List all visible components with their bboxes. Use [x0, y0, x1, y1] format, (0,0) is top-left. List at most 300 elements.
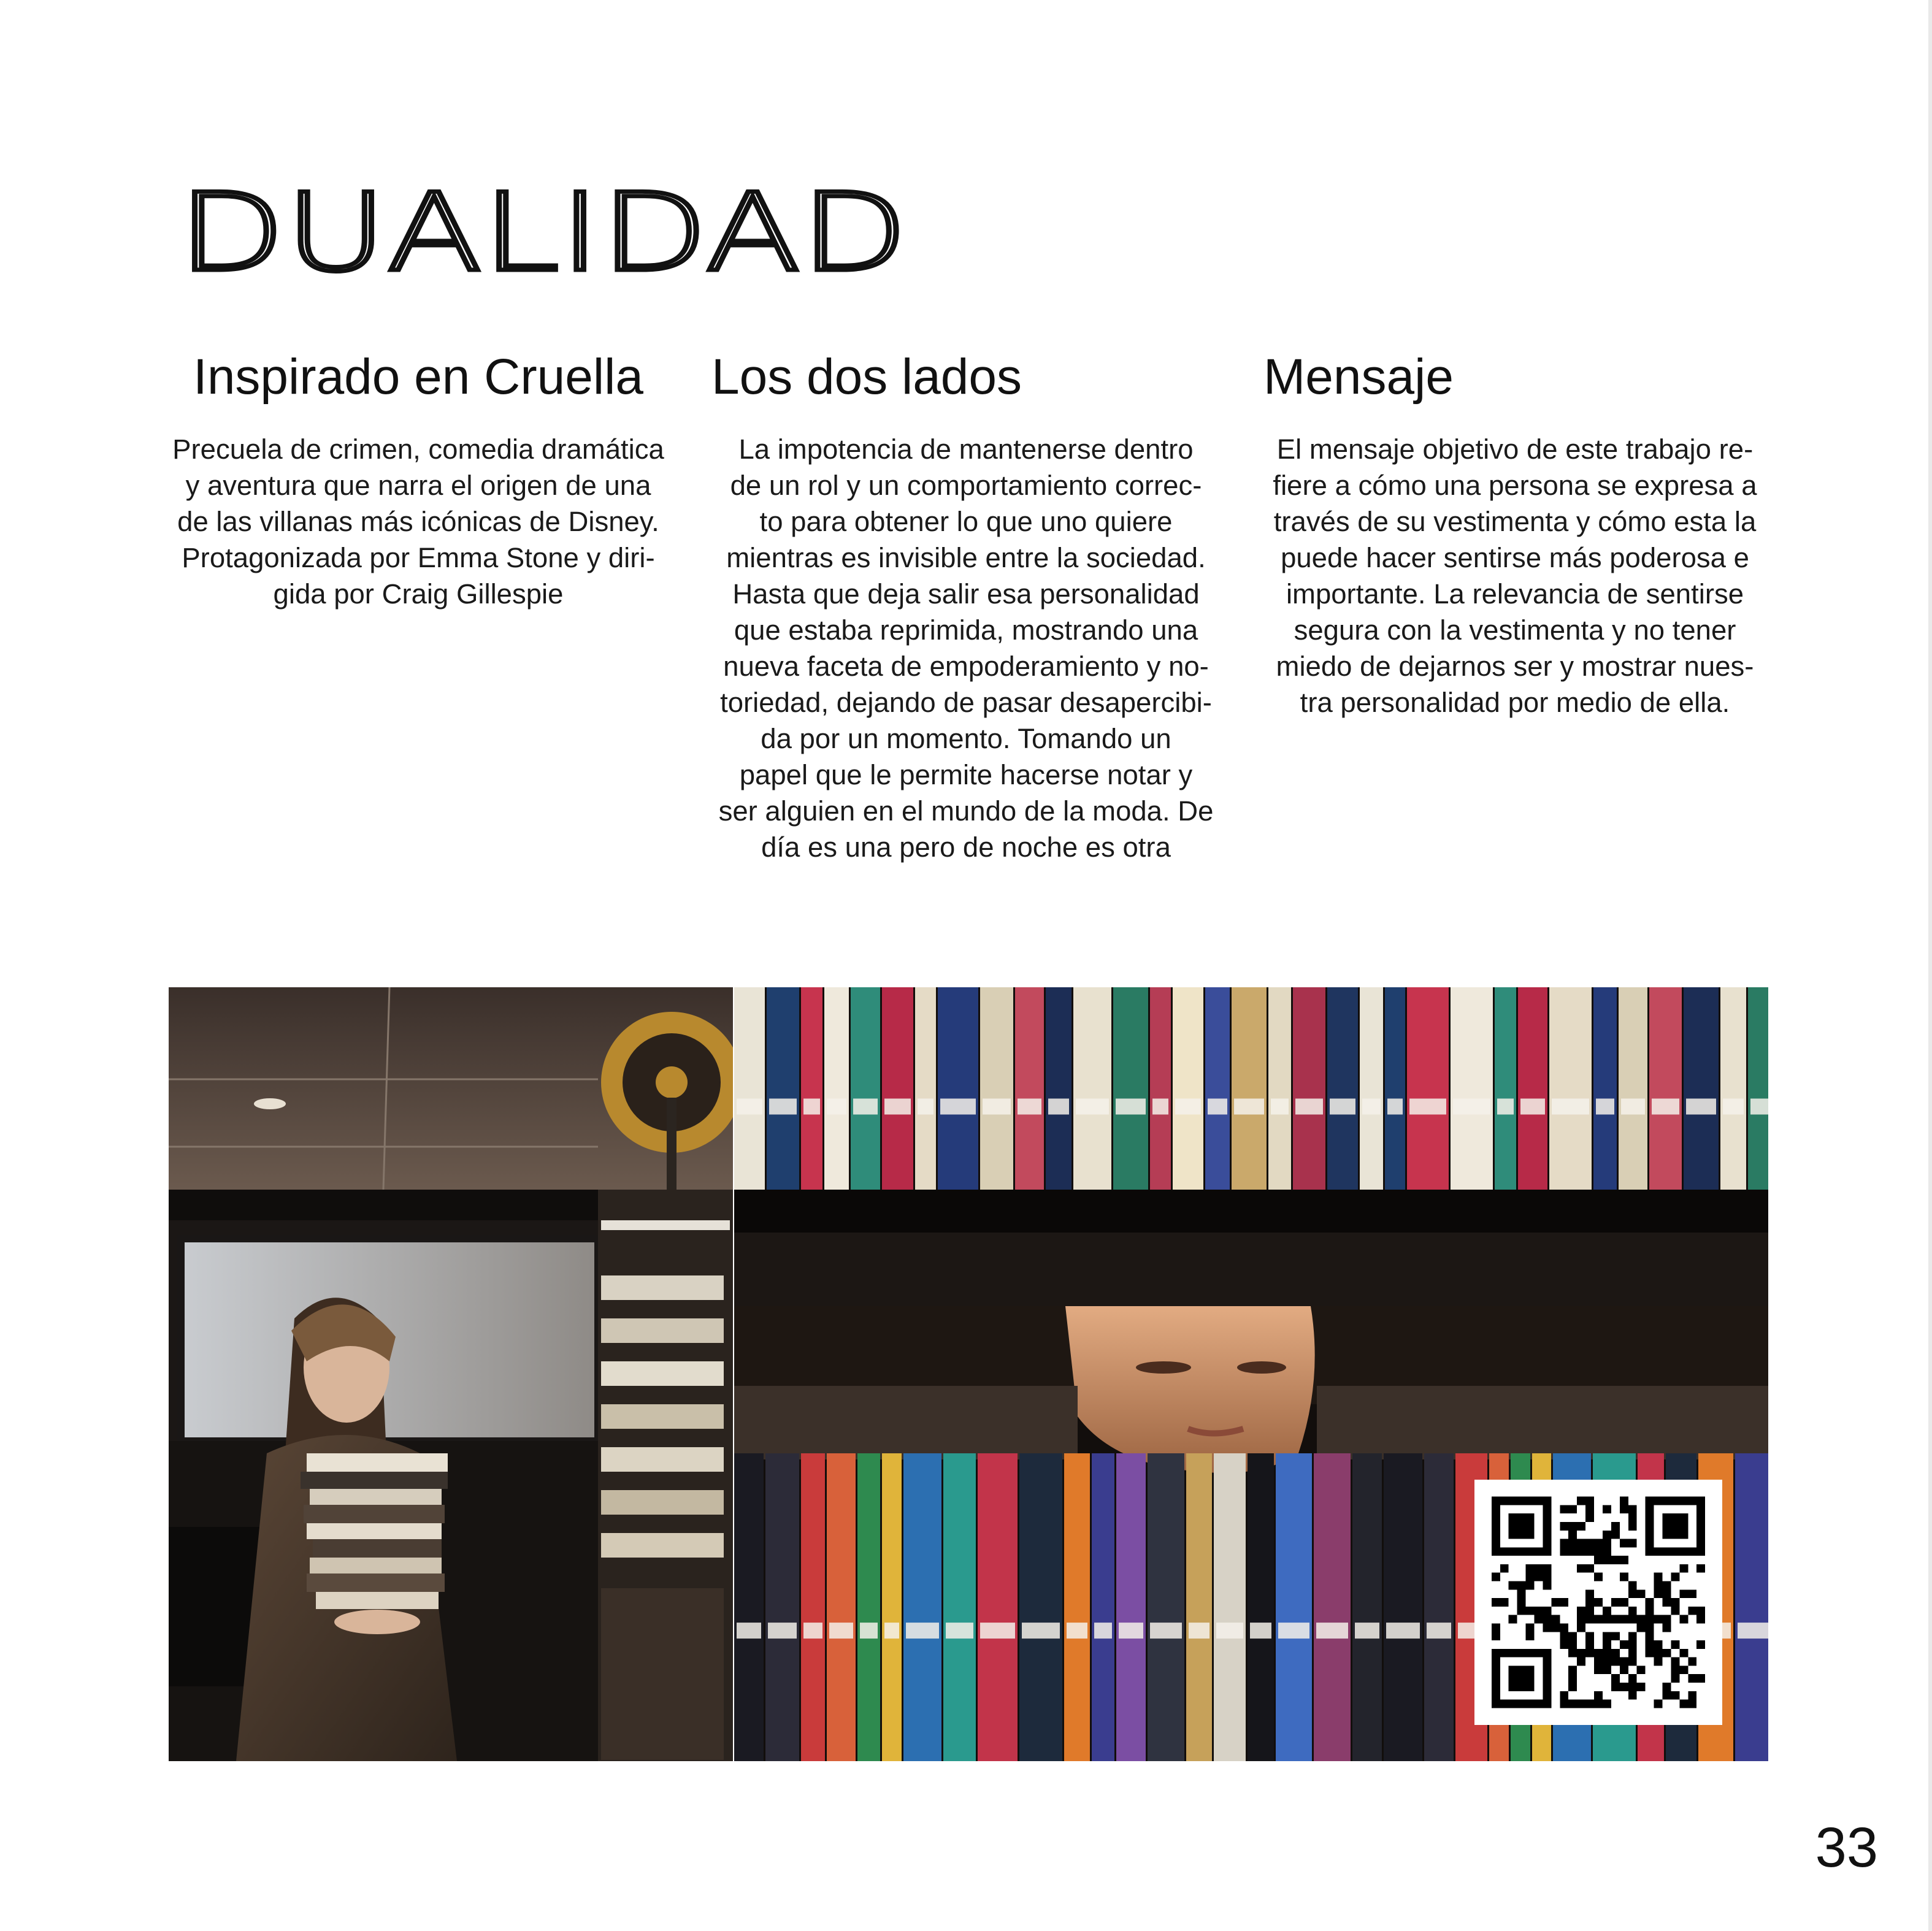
column-body: [1263, 431, 1766, 721]
qr-module: [1568, 1632, 1577, 1640]
qr-module: [1646, 1632, 1654, 1640]
qr-module: [1535, 1564, 1543, 1573]
qr-module: [1577, 1615, 1585, 1624]
qr-module: [1611, 1683, 1620, 1691]
book-label: [1652, 1099, 1679, 1115]
book-spine: [1173, 987, 1203, 1190]
body-line: de las villanas más icónicas de Disney.: [177, 506, 659, 537]
qr-module: [1637, 1683, 1646, 1691]
qr-module: [1543, 1607, 1551, 1615]
qr-module: [1526, 1632, 1535, 1640]
body-line: Precuela de crimen, comedia dramática: [172, 434, 664, 465]
qr-module: [1492, 1505, 1500, 1513]
qr-module: [1577, 1658, 1585, 1666]
qr-module: [1662, 1598, 1671, 1607]
book-label: [1686, 1099, 1716, 1115]
qr-module: [1594, 1658, 1603, 1666]
qr-module: [1671, 1513, 1679, 1522]
qr-module: [1662, 1683, 1671, 1691]
qr-module: [1543, 1564, 1551, 1573]
qr-module: [1560, 1522, 1568, 1531]
qr-module: [1603, 1539, 1611, 1548]
book-label: [829, 1623, 853, 1638]
book-spine: [1407, 987, 1449, 1190]
qr-module: [1509, 1531, 1517, 1539]
book-label: [1497, 1099, 1514, 1115]
qr-module: [1654, 1497, 1663, 1505]
qr-module: [1671, 1658, 1679, 1666]
book-spine: [1385, 987, 1405, 1190]
qr-module: [1535, 1700, 1543, 1708]
qr-module: [1543, 1522, 1551, 1531]
qr-module: [1679, 1547, 1688, 1556]
book-label: [1150, 1623, 1182, 1638]
qr-module: [1654, 1615, 1663, 1624]
book-spine: [1518, 987, 1547, 1190]
qr-module: [1543, 1581, 1551, 1590]
qr-module: [1671, 1598, 1679, 1607]
qr-module: [1688, 1607, 1696, 1615]
qr-module: [1492, 1531, 1500, 1539]
book-spine: [1214, 1453, 1246, 1761]
qr-module: [1492, 1665, 1500, 1674]
qr-module: [1679, 1522, 1688, 1531]
qr-module: [1551, 1615, 1560, 1624]
book-label: [1453, 1099, 1490, 1115]
qr-module: [1688, 1691, 1696, 1700]
qr-module: [1679, 1649, 1688, 1658]
qr-module: [1654, 1640, 1663, 1649]
book-spine: [1293, 987, 1325, 1190]
body-line: miedo de dejarnos ser y mostrar nues-: [1276, 651, 1754, 682]
qr-module: [1603, 1658, 1611, 1666]
qr-module: [1662, 1649, 1671, 1658]
qr-module: [1628, 1615, 1637, 1624]
qr-module: [1568, 1547, 1577, 1556]
qr-module: [1560, 1691, 1568, 1700]
qr-module: [1517, 1513, 1526, 1522]
book-spine: [1451, 987, 1493, 1190]
qr-module: [1696, 1497, 1705, 1505]
qr-module: [1543, 1539, 1551, 1548]
qr-module: [1560, 1700, 1568, 1708]
qr-module: [1646, 1607, 1654, 1615]
qr-module: [1517, 1665, 1526, 1674]
qr-module: [1509, 1700, 1517, 1708]
qr-module: [1526, 1547, 1535, 1556]
qr-module: [1628, 1683, 1637, 1691]
qr-module: [1662, 1522, 1671, 1531]
qr-module: [1603, 1665, 1611, 1674]
qr-module: [1526, 1513, 1535, 1522]
qr-module: [1526, 1665, 1535, 1674]
qr-module: [1594, 1691, 1603, 1700]
book-spine: [1092, 1453, 1114, 1761]
body-line: día es una pero de noche es otra: [761, 832, 1171, 863]
body-line: de un rol y un comportamiento correc-: [730, 470, 1202, 501]
qr-module: [1543, 1665, 1551, 1674]
body-line: nueva faceta de empoderamiento y no-: [723, 651, 1209, 682]
qr-module: [1535, 1573, 1543, 1581]
qr-module: [1517, 1700, 1526, 1708]
book-spine: [1019, 1453, 1062, 1761]
book-label: [1189, 1623, 1209, 1638]
book-spine: [1248, 1453, 1274, 1761]
qr-module: [1646, 1640, 1654, 1649]
qr-module: [1628, 1513, 1637, 1522]
book-label: [884, 1099, 911, 1115]
qr-module: [1560, 1632, 1568, 1640]
qr-module: [1696, 1513, 1705, 1522]
qr-module: [1594, 1556, 1603, 1564]
book-spine: [915, 987, 936, 1190]
page-number: 33: [1815, 1816, 1878, 1879]
qr-module: [1577, 1649, 1585, 1658]
qr-module: [1603, 1649, 1611, 1658]
column-dos-lados: [711, 340, 1221, 865]
qr-module: [1620, 1683, 1628, 1691]
qr-module: [1585, 1640, 1594, 1649]
column-body: [167, 431, 670, 612]
qr-module: [1560, 1598, 1568, 1607]
qr-module: [1696, 1505, 1705, 1513]
qr-module: [1688, 1589, 1696, 1598]
qr-module: [1594, 1547, 1603, 1556]
qr-module: [1509, 1522, 1517, 1531]
book-label: [1067, 1623, 1087, 1638]
qr-module: [1688, 1658, 1696, 1666]
column-body: [711, 431, 1221, 865]
qr-module: [1492, 1497, 1500, 1505]
book-spine: [1232, 987, 1267, 1190]
qr-module: [1637, 1665, 1646, 1674]
qr-module: [1509, 1683, 1517, 1691]
qr-module: [1509, 1674, 1517, 1683]
qr-module: [1492, 1547, 1500, 1556]
qr-module: [1560, 1539, 1568, 1548]
qr-module: [1603, 1640, 1611, 1649]
qr-module: [1535, 1649, 1543, 1658]
qr-module: [1535, 1497, 1543, 1505]
qr-module: [1654, 1700, 1663, 1708]
qr-module: [1662, 1547, 1671, 1556]
qr-module: [1679, 1700, 1688, 1708]
qr-module: [1492, 1674, 1500, 1683]
qr-module: [1646, 1531, 1654, 1539]
book-label: [1362, 1099, 1381, 1115]
qr-module: [1628, 1581, 1637, 1590]
book-label: [906, 1623, 939, 1638]
qr-module: [1500, 1497, 1509, 1505]
qr-module: [1696, 1522, 1705, 1531]
title-lettering: [178, 172, 975, 282]
book-label: [1355, 1623, 1379, 1638]
qr-module: [1654, 1581, 1663, 1590]
qr-module: [1585, 1607, 1594, 1615]
qr-module: [1611, 1615, 1620, 1624]
qr-module: [1577, 1607, 1585, 1615]
book-spine: [1268, 987, 1291, 1190]
qr-module: [1585, 1564, 1594, 1573]
qr-module: [1568, 1539, 1577, 1548]
body-line: gida por Craig Gillespie: [273, 578, 564, 610]
book-label: [946, 1623, 973, 1638]
book-label: [769, 1099, 797, 1115]
qr-module: [1517, 1581, 1526, 1590]
book-label: [1295, 1099, 1323, 1115]
qr-module: [1492, 1573, 1500, 1581]
book-label: [1152, 1099, 1168, 1115]
book-spine: [734, 1453, 764, 1761]
qr-module: [1671, 1573, 1679, 1581]
qr-module: [1577, 1539, 1585, 1548]
qr-module: [1509, 1615, 1517, 1624]
book-label: [1271, 1099, 1289, 1115]
book-spine: [1649, 987, 1682, 1190]
column-inspirado: [167, 340, 670, 612]
qr-module: [1620, 1539, 1628, 1548]
qr-module: [1492, 1649, 1500, 1658]
qr-module: [1671, 1522, 1679, 1531]
book-spine: [801, 987, 822, 1190]
qr-module: [1662, 1623, 1671, 1632]
qr-module: [1585, 1632, 1594, 1640]
qr-module: [1679, 1665, 1688, 1674]
qr-module: [1568, 1674, 1577, 1683]
qr-module: [1577, 1700, 1585, 1708]
qr-module: [1500, 1700, 1509, 1708]
book-label: [884, 1623, 899, 1638]
book-label: [1386, 1623, 1420, 1638]
qr-module: [1671, 1607, 1679, 1615]
qr-module: [1696, 1564, 1705, 1573]
book-label: [1738, 1623, 1768, 1638]
body-line: La impotencia de mantenerse dentro: [738, 434, 1194, 465]
book-label: [803, 1099, 820, 1115]
qr-module: [1500, 1564, 1509, 1573]
qr-module: [1603, 1556, 1611, 1564]
qr-module: [1585, 1513, 1594, 1522]
book-label: [1278, 1623, 1309, 1638]
qr-module: [1688, 1547, 1696, 1556]
book-label: [860, 1623, 878, 1638]
qr-module: [1646, 1539, 1654, 1548]
book-label: [1596, 1099, 1614, 1115]
qr-module: [1662, 1531, 1671, 1539]
qr-module: [1637, 1623, 1646, 1632]
qr-module: [1603, 1607, 1611, 1615]
qr-module: [1620, 1615, 1628, 1624]
body-line: papel que le permite hacerse notar y: [739, 759, 1193, 790]
qr-module: [1568, 1700, 1577, 1708]
book-label: [1018, 1099, 1041, 1115]
qr-module: [1603, 1632, 1611, 1640]
qr-module: [1509, 1513, 1517, 1522]
qr-module: [1628, 1607, 1637, 1615]
qr-module: [1560, 1547, 1568, 1556]
qr-module: [1585, 1589, 1594, 1598]
qr-module: [1594, 1598, 1603, 1607]
qr-module: [1620, 1665, 1628, 1674]
book-spine: [978, 1453, 1018, 1761]
qr-module: [1543, 1615, 1551, 1624]
column-heading: Inspirado en Cruella: [193, 349, 643, 405]
book-spine: [1276, 1453, 1312, 1761]
qr-module: [1560, 1623, 1568, 1632]
qr-module: [1688, 1497, 1696, 1505]
qr-module: [1492, 1632, 1500, 1640]
qr-module: [1603, 1547, 1611, 1556]
book-label: [1208, 1099, 1227, 1115]
qr-module: [1492, 1623, 1500, 1632]
qr-module: [1509, 1665, 1517, 1674]
body-line: segura con la vestimenta y no tener: [1294, 614, 1736, 646]
qr-module: [1611, 1556, 1620, 1564]
qr-module: [1628, 1505, 1637, 1513]
book-spine: [1064, 1453, 1090, 1761]
book-label: [768, 1623, 797, 1638]
book-spine: [882, 1453, 902, 1761]
qr-module: [1526, 1674, 1535, 1683]
book-label: [1094, 1623, 1112, 1638]
qr-module: [1543, 1674, 1551, 1683]
qr-module: [1585, 1505, 1594, 1513]
book-spine: [1593, 987, 1617, 1190]
qr-module: [1696, 1640, 1705, 1649]
qr-module: [1568, 1640, 1577, 1649]
book-spine: [1186, 1453, 1212, 1761]
qr-module: [1620, 1505, 1628, 1513]
qr-module: [1671, 1640, 1679, 1649]
book-spine: [1735, 1453, 1768, 1761]
book-label: [737, 1099, 762, 1115]
page-edge: [1928, 0, 1932, 1931]
book-spine: [980, 987, 1013, 1190]
qr-module: [1492, 1539, 1500, 1548]
qr-module: [1543, 1691, 1551, 1700]
qr-module: [1585, 1547, 1594, 1556]
book-spine: [857, 1453, 880, 1761]
qr-module: [1628, 1589, 1637, 1598]
qr-module: [1696, 1615, 1705, 1624]
qr-module: [1628, 1691, 1637, 1700]
qr-module: [1646, 1513, 1654, 1522]
qr-module: [1662, 1691, 1671, 1700]
qr-module: [1611, 1674, 1620, 1683]
book-label: [983, 1099, 1011, 1115]
qr-module: [1620, 1640, 1628, 1649]
qr-code[interactable]: [1474, 1480, 1722, 1725]
book-spine: [801, 1453, 825, 1761]
qr-module: [1517, 1598, 1526, 1607]
qr-module: [1526, 1573, 1535, 1581]
book-label: [1387, 1099, 1403, 1115]
body-line: y aventura que narra el origen de una: [185, 470, 651, 501]
qr-module: [1679, 1589, 1688, 1598]
qr-module: [1577, 1522, 1585, 1531]
qr-module: [1594, 1700, 1603, 1708]
qr-module: [1492, 1683, 1500, 1691]
book-spine: [734, 987, 765, 1190]
body-line: da por un momento. Tomando un: [761, 723, 1171, 754]
qr-module: [1646, 1623, 1654, 1632]
book-spine: [1619, 987, 1647, 1190]
qr-module: [1492, 1522, 1500, 1531]
body-line: fiere a cómo una persona se expresa a: [1273, 470, 1757, 501]
body-line: toriedad, dejando de pasar desapercibi-: [720, 687, 1212, 718]
qr-module: [1543, 1497, 1551, 1505]
book-label: [1119, 1623, 1143, 1638]
book-label: [1250, 1623, 1271, 1638]
book-spine: [851, 987, 880, 1190]
qr-module: [1671, 1691, 1679, 1700]
qr-module: [1560, 1505, 1568, 1513]
qr-module: [1671, 1547, 1679, 1556]
qr-module: [1585, 1700, 1594, 1708]
qr-module: [1662, 1497, 1671, 1505]
qr-module: [1662, 1581, 1671, 1590]
book-label: [1621, 1099, 1645, 1115]
qr-module: [1543, 1531, 1551, 1539]
qr-module: [1568, 1649, 1577, 1658]
qr-module: [1594, 1573, 1603, 1581]
qr-module: [1526, 1607, 1535, 1615]
qr-module: [1594, 1649, 1603, 1658]
body-line: que estaba reprimida, mostrando una: [734, 614, 1198, 646]
qr-module: [1594, 1615, 1603, 1624]
qr-module: [1568, 1683, 1577, 1691]
qr-module: [1543, 1683, 1551, 1691]
qr-module: [1654, 1573, 1663, 1581]
qr-module: [1654, 1547, 1663, 1556]
qr-module: [1526, 1649, 1535, 1658]
photo-woman-with-books: [169, 987, 733, 1761]
book-label: [803, 1623, 822, 1638]
qr-module: [1492, 1700, 1500, 1708]
qr-module: [1679, 1615, 1688, 1624]
qr-module: [1628, 1632, 1637, 1640]
qr-module: [1509, 1497, 1517, 1505]
book-label: [1750, 1099, 1768, 1115]
qr-module: [1654, 1589, 1663, 1598]
qr-module: [1517, 1497, 1526, 1505]
qr-module: [1679, 1513, 1688, 1522]
qr-module: [1568, 1665, 1577, 1674]
qr-module: [1654, 1649, 1663, 1658]
qr-module: [1671, 1674, 1679, 1683]
book-spine: [765, 1453, 799, 1761]
qr-module: [1646, 1547, 1654, 1556]
qr-module: [1603, 1531, 1611, 1539]
qr-module: [1696, 1547, 1705, 1556]
qr-module: [1543, 1505, 1551, 1513]
qr-module: [1628, 1658, 1637, 1666]
body-line: El mensaje objetivo de este trabajo re-: [1276, 434, 1754, 465]
qr-module: [1603, 1615, 1611, 1624]
qr-module: [1662, 1615, 1671, 1624]
book-spine: [1327, 987, 1358, 1190]
qr-module: [1526, 1683, 1535, 1691]
qr-module: [1646, 1649, 1654, 1658]
book-spine: [943, 1453, 976, 1761]
qr-module: [1577, 1547, 1585, 1556]
qr-module: [1620, 1598, 1628, 1607]
qr-module: [1517, 1522, 1526, 1531]
qr-module: [1535, 1607, 1543, 1615]
book-spine: [1352, 1453, 1382, 1761]
qr-module: [1526, 1564, 1535, 1573]
qr-module: [1543, 1547, 1551, 1556]
